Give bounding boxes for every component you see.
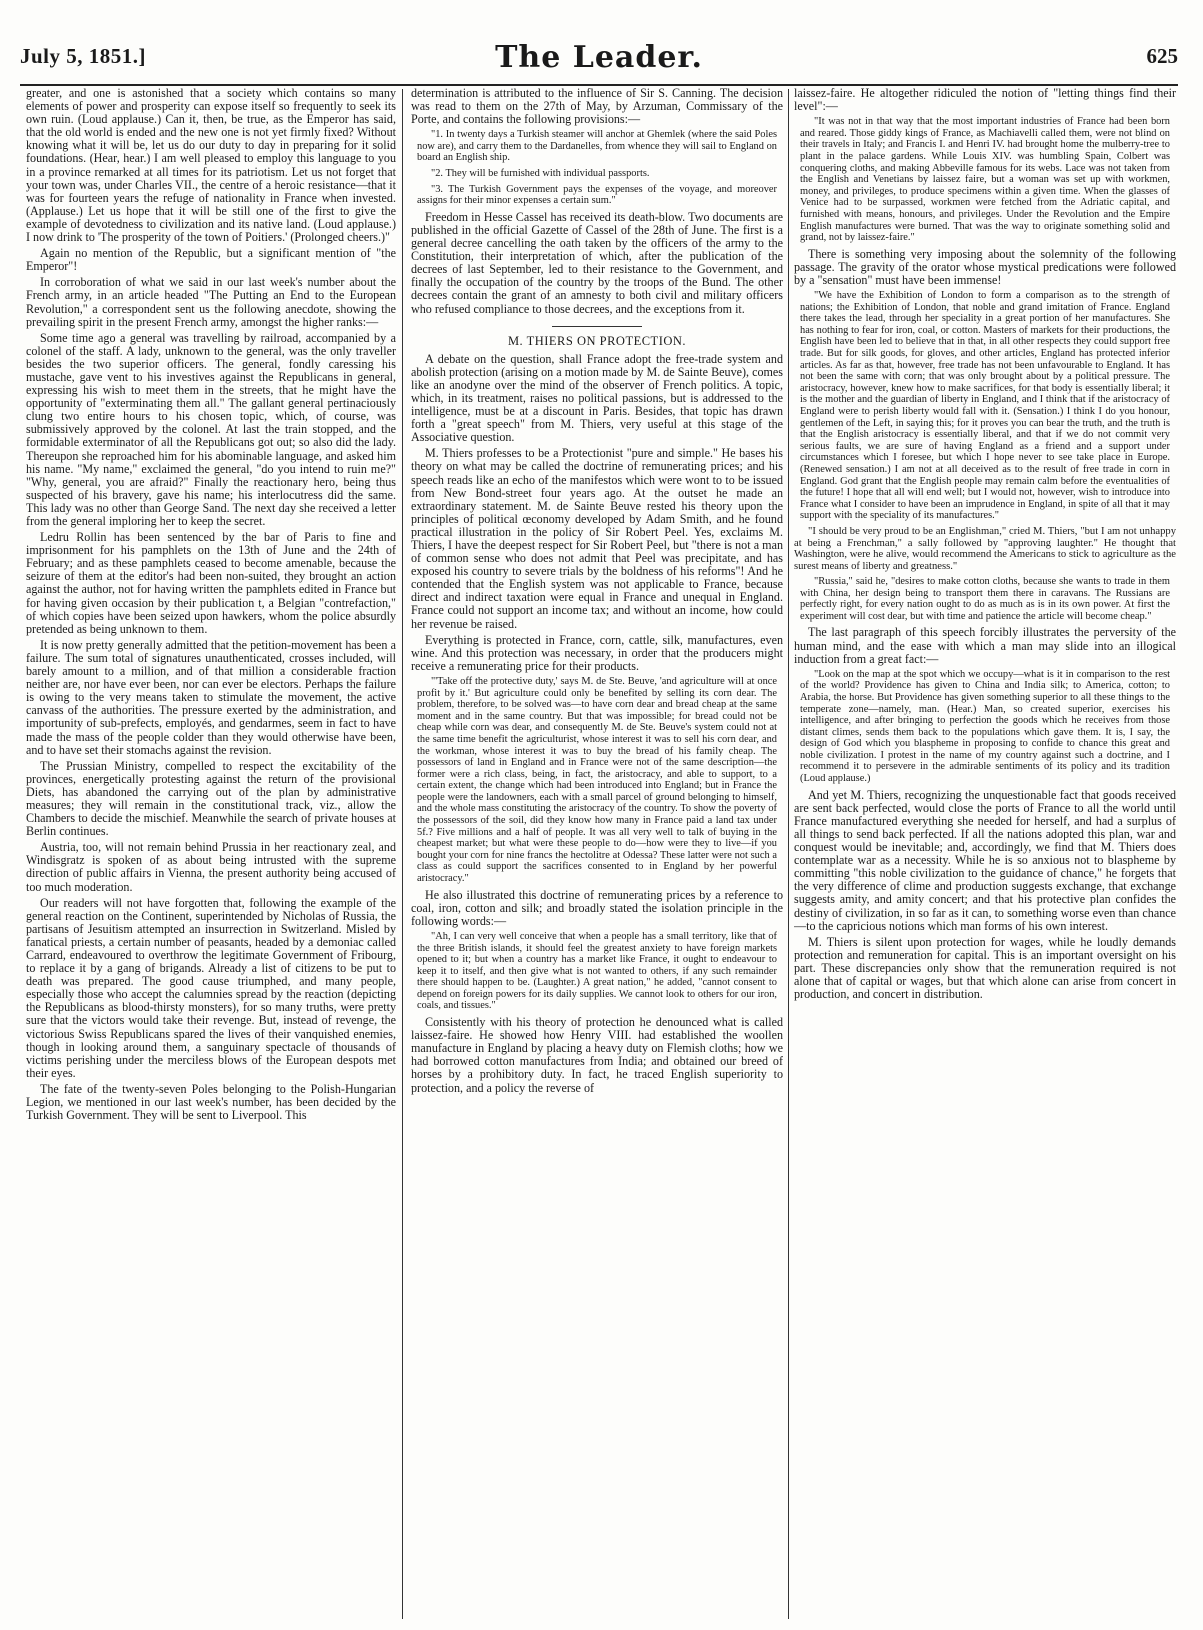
paragraph: He also illustrated this doctrine of remunerating prices by a reference to coal, iron, cotton and silk; and broadly stated the isolation principle in the following words:— bbox=[411, 887, 783, 928]
paragraph: M. Thiers professes to be a Protectionist "pure and simple." He bases his theory on what may be called the doctrine of remunerating prices; and his speech reads like an echo of the manifestos which were wont to to be issued from New Bond-street four years ago. At the outset he made an extraordinary statement. M. de Sainte Beuve rested his theory upon the principles of political œconomy developed by Adam Smith, and he found practical illustration in the policy of Sir Robert Peel. Yes, exclaims M. Thiers, I have the deepest respect for Sir Robert Peel, but "there is not a man of common sense who does not admit that Peel was precipitate, and has exposed his country to severe trials by the boldness of his reforms"! And he contended that the English system was not applicable to France, because direct and indirect taxation were equal in France and unequal in England. France could not support an income tax; and without an income, how could her revenue be raised. bbox=[411, 446, 783, 631]
paragraph: laissez-faire. He altogether ridiculed the notion of "letting things find their level":— bbox=[794, 87, 1176, 114]
paragraph: determination is attributed to the influence of Sir S. Canning. The decision was read to them on the 27th of May, by Arzuman, Commissary of the Porte, and contains the following provisions:— bbox=[411, 87, 783, 127]
column-2 bbox=[411, 87, 783, 1622]
paragraph: Ledru Rollin has been sentenced by the bar of Paris to fine and imprisonment for his pamphlets on the 13th of June and the 24th of February; and as these pamphlets ceased to become amenable, because the seizure of them at the editor's had been non-suited, they brought an action against the author, not for having written the pamphlets edited in France but for having given occasion by their publication t, a Belgian "contrefaction," of which copies have been seized upon hawkers, whom the police absurdly pretended as being unknown to them. bbox=[26, 530, 396, 636]
paragraph: Our readers will not have forgotten that, following the example of the general reaction on the Continent, superintended by Nicholas of Russia, the partisans of Jesuitism attempted an insurrection in Switzerland. Misled by fanatical priests, a certain number of peasants, headed by a demoniac called Carrard, endeavoured to overthrow the legitimate Government of Fribourg, to replace it by a gang of brigands. Already a list of citizens to be put to death was prepared. The good cause triumphed, and many people, especially those who accept the calumnies spread by the reaction (depicting the Republicans as blood-thirsty monsters), for so many truths, were pretty sure that the victors would take their revenge. But, instead of revenge, the victorious Swiss Republicans spared the lives of their vanquished enemies, though in looking around them, a sanguinary spectacle of thousands of victims perishing under the merciless blows of the European despots met their eyes. bbox=[26, 895, 396, 1080]
paragraph: Everything is protected in France, corn, cattle, silk, manufactures, even wine. And this protection was necessary, in order that the producers might receive a remunerating price for their products. bbox=[411, 632, 783, 673]
section-divider bbox=[552, 326, 642, 327]
quote: "It was not in that way that the most important industries of France had been born and reared. Those giddy kings of France, as Machiavelli called them, were not blind on their travels in Italy; and Francis I. and Henri IV. had brought home the mulberry-tree to plant in the palace gardens. While Louis XIV. was humbling Spain, Colbert was conquering cloths, and making Abbeville famous for its webs. Lace was not taken from the English and Venetians by laissez faire, but a woman was set up with workmen, money, and privileges, to produce specimens within a given time. When the glasses of Venice had to be surpassed, workmen were fetched from the Adriatic capital, and furnished with means, honours, and privileges. Under the Revolution and the Empire English manufactures were burned. That was the way to originate something solid and grand, not by laissez-faire." bbox=[800, 116, 1170, 244]
newspaper-title: The Leader. bbox=[495, 40, 703, 75]
column-rule bbox=[402, 89, 403, 1619]
paragraph: "I should be very proud to be an Englishman," cried M. Thiers, "but I am not unhappy at being a Frenchman," a sally followed by "approving laughter." He thought that Washington, were he alive, would recommend the Americans to stick to agriculture as the surest means of liberty and greatness." bbox=[794, 525, 1176, 573]
column-3 bbox=[794, 87, 1176, 1622]
quote: "'Take off the protective duty,' says M. de Ste. Beuve, 'and agriculture will at once profit by it.' But agriculture could only be benefited by selling its corn dear. The problem, therefore, to be solved was—to have corn dear and bread cheap at the same moment and in the same country. But that was impossible; for bread could not be cheap while corn was dear, and consequently M. de Ste. Beuve's system could not at the same time benefit the agriculturist, whose interest it was to sell his corn dear, and the workman, whose interest it was to buy the bread of his family cheap. The possessors of land in England and in France were not of the same description—the former were a rich class, being, in fact, the aristocracy, and able to support, to a certain extent, the change which had been introduced into England; but in France the people were the landowners, each with a small parcel of ground belonging to himself, and the whole mass constituting the aristocracy of the country. To show the poverty of the possessors of the soil, did they know how many in France paid a land tax under 5f.? Five millions and a half of people. It was all very well to talk of buying in the cheapest market; but what were these people to do—how were they to live—if you bought your corn for nine francs the hectolitre at Odessa? These latter were not such a class as could support the sacrifices consented to in England by her powerful aristocracy." bbox=[417, 675, 777, 885]
quote: "1. In twenty days a Turkish steamer will anchor at Ghemlek (where the said Poles now are), and carry them to the Dardanelles, from whence they will sail to England on board an English ship. bbox=[417, 129, 777, 164]
paragraph: There is something very imposing about the solemnity of the following passage. The gravity of the orator whose mystical predications were followed by a "sensation" must have been immense! bbox=[794, 246, 1176, 287]
paragraph: Freedom in Hesse Cassel has received its death-blow. Two documents are published in the official Gazette of Cassel of the 28th of June. The first is a general decree cancelling the oath taken by the officers of the army to the Constitution, their interpretation of which, after the publication of the decrees of last September, led to their resistance to the Government, and finally the occupation of the country by the troops of the Bund. The other decrees contain the grant of an amnesty to both civil and military officers who refused compliance to those decrees, and the exceptions from it. bbox=[411, 209, 783, 316]
paragraph: Some time ago a general was travelling by railroad, accompanied by a colonel of the staff. A lady, unknown to the general, was the only traveller besides the two superior officers. The general, fondly caressing his mustache, gave vent to his investives against the Republicans in general, expressing his wish to meet them in the streets, that he might have the opportunity of "exterminating them all." The gallant general pertinaciously clung two entire hours to his chosen topic, which, of course, was submissively approved by the colonel. At last the train stopped, and the formidable exterminator of all the Republicans got out; so also did the lady. Thereupon she reproached him for his abominable language, and asked him his name. "My name," exclaimed the general, "do you intend to ruin me?" "Why, general, you are afraid?" Finally the reactionary hero, being thus suspected of his bravery, gave his name; his interlocutress did the same. This lady was no other than George Sand. The next day she received a letter from the general imploring her to keep the secret. bbox=[26, 330, 396, 528]
quote: "Ah, I can very well conceive that when a people has a small territory, like that of the three British islands, it should feel the greatest anxiety to have foreign markets opened to it; but when a country has a market like France, it ought to endeavour to keep it to itself, and then give what is not wanted to others, if any such remainder there should happen to be. (Laughter.) A great nation," he added, "cannot consent to depend on foreign powers for its daily supplies. We cannot look to others for our iron, coals, and tissues." bbox=[417, 930, 777, 1012]
paragraph: Consistently with his theory of protection he denounced what is called laissez-faire. He showed how Henry VIII. had established the woollen manufacture in England by placing a heavy duty on Flemish cloths; how we had borrowed cotton manufactures from India; and obtained our breed of horses by a prohibitory duty. In fact, he traced English superiority to protection, and a policy the reverse of bbox=[411, 1015, 783, 1095]
quote: "3. The Turkish Government pays the expenses of the voyage, and moreover assigns for their minor expenses a certain sum." bbox=[417, 183, 777, 207]
issue-date: July 5, 1851.] bbox=[20, 44, 147, 68]
paragraph: A debate on the question, shall France adopt the free-trade system and abolish protection (arising on a motion made by M. de Sainte Beuve), comes like an anodyne over the mind of the observer of French politics. A topic, which, in its treatment, raises no political passions, but is addressed to the intelligence, must be at a discount in Paris. Besides, that topic has drawn forth a "great speech" from M. Thiers, very useful at this stage of the Associative question. bbox=[411, 351, 783, 445]
page-number: 625 bbox=[1146, 44, 1178, 68]
paragraph: It is now pretty generally admitted that the petition-movement has been a failure. The sum total of signatures unauthenticated, crosses included, will barely amount to a million, and of that million a considerable fraction neither are, nor have ever been, nor can ever be electors. Perhaps the failure is owing to the very means taken to stimulate the movement, the active canvass of the authorities. The pressure exerted by the administration, and importunity of sub-prefects, employés, and gendarmes, seem in fact to have made the mass of the people colder than they would otherwise have been, and to have set their stomachs against the revision. bbox=[26, 637, 396, 757]
paragraph: Again no mention of the Republic, but a significant mention of "the Emperor"! bbox=[26, 246, 396, 274]
column-rule bbox=[788, 89, 789, 1619]
quote: "Look on the map at the spot which we occupy—what is it in comparison to the rest of the world? Providence has given to China and India silk; to America, cotton; to Arabia, the horse. But Providence has given something superior to all these things to the temperate zone—namely, man. (Hear.) Man, so created superior, exercises his intelligence, and after bringing to perfection the goods which he receives from those distant climes, sends them back to the populations which gave them. It is, I say, the design of God which you blaspheme in proposing to confide to chance this great and noble civilization. I protest in the name of my country against such a doctrine, and I recommend it to persevere in the admirable sentiments of its policy and its tradition (Loud applause.) bbox=[800, 668, 1170, 785]
quote: "We have the Exhibition of London to form a comparison as to the strength of nations; the Exhibition of London, that noble and grand imitation of France. England there takes the lead, through her speciality in a great portion of her manufactures. She has nothing to fear for iron, coal, or cotton. Masters of markets for their productions, the English have been led to believe that in that, in all other respects they could support free trade. But for silk goods, for gloves, and other articles, England has protected inferior articles. As far as that, however, free trade has not been unfavourable to England. It has not been the same with corn; that was only brought about by a political pressure. The aristocracy, however, knew how to make sacrifices, for that body is essentially liberal; it is the mother and the guardian of liberty in England, and I think that if the aristocracy of England were to perish liberty would fall with it. (Sensation.) I think I do you honour, gentlemen of the Left, in saying this; for it proves you can bear the truth, and the truth is that the English aristocracy is essentially liberal, and that if we do not commit very serious faults, we are sure of having England as a friend and a support under circumstances which I foresee, but which I hope never to see take place in Europe. (Renewed sensation.) I am not at all deceived as to the result of free trade in corn in England. God grant that the English people may remain calm before the eventualities of the future! I hope that all will end well; but I would not, however, wish to introduce into France what I consider to have been an imprudence in England, in spite of all that it may support with the speciality of its manufactures." bbox=[800, 290, 1170, 522]
paragraph: The Prussian Ministry, compelled to respect the excitability of the provinces, energetically protesting against the return of the provisional Diets, has abandoned the carrying out of the plan by administrative measures; they will remain in the constitutional track, viz., allow the Chambers to decide the mischief. Meanwhile the search of private houses at Berlin continues. bbox=[26, 758, 396, 839]
paragraph: greater, and one is astonished that a society which contains so many elements of power and prosperity can expose itself so frequently to seek its own ruin. (Loud applause.) Can it, then, be true, as the Emperor has said, that the old world is ended and the new one is not yet firmly fixed? Without knowing what it will be, let us do our duty to day in preparing for it solid foundations. (Hear, hear.) I am well pleased to employ this language to you in a province remarked at all times for its patriotism. Let us not forget that your town was, under Charles VII., the centre of a heroic resistance—that it was for fourteen years the refuge of nationality in France when invested. (Applause.) Let us hope that it will be still one of the first to give the example of devotedness to civilization and its native land. (Loud applause.) I now drink to 'The prosperity of the town of Poitiers.' (Prolonged cheers.)" bbox=[26, 87, 396, 245]
article-heading: M. THIERS ON PROTECTION. bbox=[507, 333, 687, 348]
paragraph: And yet M. Thiers, recognizing the unquestionable fact that goods received are sent back perfected, would close the ports of France to all the world until France manufactured everything she needed for herself, and had a surplus of all things to send back perfected. If all the nations adopted this plan, war and conquest would be inevitable; and, accordingly, we find that M. Thiers does contemplate war as a necessity. While he is so anxious not to blaspheme by committing "this noble civilization to the guidance of chance," he forgets that the very difference of clime and production suggests exchange, that exchange suggests amity, and amity concert; and that his protective plan confides the destiny of civilization, in so far as it can, to something worse even than chance—to the capricious notions which man forms of his own interest. bbox=[794, 787, 1176, 933]
masthead bbox=[20, 40, 1178, 86]
paragraph: In corroboration of what we said in our last week's number about the French army, in an article headed "The Putting an End to the European Revolution," a correspondent sent us the following anecdote, showing the prevailing spirit in the present French army, amongst the higher ranks:— bbox=[26, 275, 396, 329]
quote: "2. They will be furnished with individual passports. bbox=[431, 168, 650, 180]
column-1 bbox=[26, 87, 396, 1622]
paragraph: M. Thiers is silent upon protection for wages, while he loudly demands protection and remuneration for capital. This is an important oversight on his part. These discrepancies only show that the remuneration required is not alone that of capital or wages, but that which alone can arise from concert in production, and concert in distribution. bbox=[794, 934, 1176, 1002]
quote: "Russia," said he, "desires to make cotton cloths, because she wants to trade in them with China, her design being to transport them there in caravans. The Russians are perfectly right, for every nation ought to do as much as is in its own power. At first the experiment will cost dear, but with time and patience the article will become cheap." bbox=[800, 576, 1170, 622]
paragraph: The last paragraph of this speech forcibly illustrates the perversity of the human mind, and the ease with which a man may slide into an illogical induction from a great fact:— bbox=[794, 625, 1176, 666]
paragraph: The fate of the twenty-seven Poles belonging to the Polish-Hungarian Legion, we mentioned in our last week's number, has been decided by the Turkish Government. They will be sent to Liverpool. This bbox=[26, 1081, 396, 1123]
paragraph: Austria, too, will not remain behind Prussia in her reactionary zeal, and Windisgratz is spoken of as about being intrusted with the supreme direction of public affairs in Vienna, the present authority being accused of too much moderation. bbox=[26, 840, 396, 894]
